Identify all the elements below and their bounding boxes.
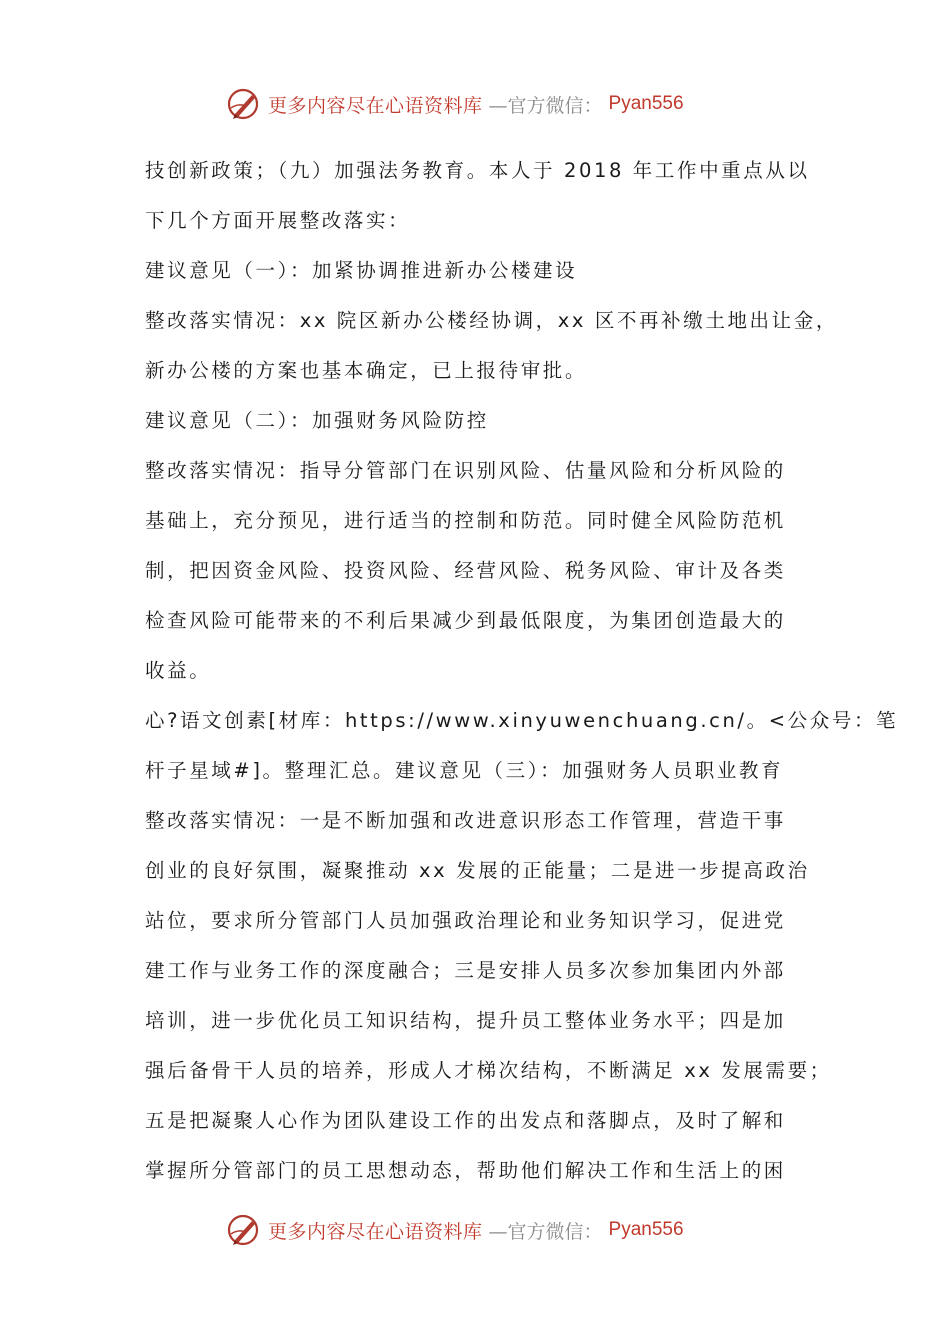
body-line: 收益。 <box>145 659 212 682</box>
body-line: 检查风险可能带来的不利后果减少到最低限度，为集团创造最大的 <box>145 609 786 632</box>
body-line: 创业的良好氛围，凝聚推动 xx 发展的正能量；二是进一步提高政治 <box>145 859 810 882</box>
watermark-separator: —官方微信： <box>488 94 603 117</box>
body-line: 建议意见（二）：加强财务风险防控 <box>145 409 489 432</box>
body-line: 培训，进一步优化员工知识结构，提升员工整体业务水平；四是加 <box>145 1009 786 1032</box>
body-line: 杆子星域#]。整理汇总。建议意见（三）：加强财务人员职业教育 <box>145 759 784 782</box>
body-line: 下几个方面开展整改落实： <box>145 209 411 232</box>
body-line: 制，把因资金风险、投资风险、经营风险、税务风险、审计及各类 <box>145 559 786 582</box>
body-line: 站位，要求所分管部门人员加强政治理论和业务知识学习，促进党 <box>145 909 786 932</box>
body-line: 强后备骨干人员的培养，形成人才梯次结构，不断满足 xx 发展需要； <box>145 1059 832 1082</box>
watermark-site-text: 更多内容尽在心语资料库 <box>268 94 483 117</box>
watermark-separator: —官方微信： <box>488 1220 603 1243</box>
body-line: 整改落实情况：xx 院区新办公楼经协调，xx 区不再补缴土地出让金， <box>145 309 838 332</box>
watermark-site-text: 更多内容尽在心语资料库 <box>268 1220 483 1243</box>
body-line: 基础上，充分预见，进行适当的控制和防范。同时健全风险防范机 <box>145 509 786 532</box>
body-line: 心?语文创素[材库：https://www.xinyuwenchuang.cn/。<公众号：笔 <box>145 709 899 732</box>
watermark-wechat-id: Pyan556 <box>608 1219 684 1240</box>
body-line: 掌握所分管部门的员工思想动态，帮助他们解决工作和生活上的困 <box>145 1159 786 1182</box>
document-body <box>145 146 899 1196</box>
body-line: 五是把凝聚人心作为团队建设工作的出发点和落脚点，及时了解和 <box>145 1109 786 1132</box>
body-line: 整改落实情况：指导分管部门在识别风险、估量风险和分析风险的 <box>145 459 786 482</box>
footer-watermark <box>226 1210 746 1250</box>
body-line: 新办公楼的方案也基本确定，已上报待审批。 <box>145 359 588 382</box>
body-line: 整改落实情况：一是不断加强和改进意识形态工作管理，营造干事 <box>145 809 786 832</box>
body-line: 建议意见（一）：加紧协调推进新办公楼建设 <box>145 259 578 282</box>
pen-logo-icon <box>226 1212 262 1248</box>
body-line: 建工作与业务工作的深度融合；三是安排人员多次参加集团内外部 <box>145 959 786 982</box>
body-line: 技创新政策；（九）加强法务教育。本人于 2018 年工作中重点从以 <box>145 159 810 182</box>
pen-logo-icon <box>226 86 262 122</box>
watermark-wechat-id: Pyan556 <box>608 93 684 114</box>
header-watermark <box>226 84 746 124</box>
